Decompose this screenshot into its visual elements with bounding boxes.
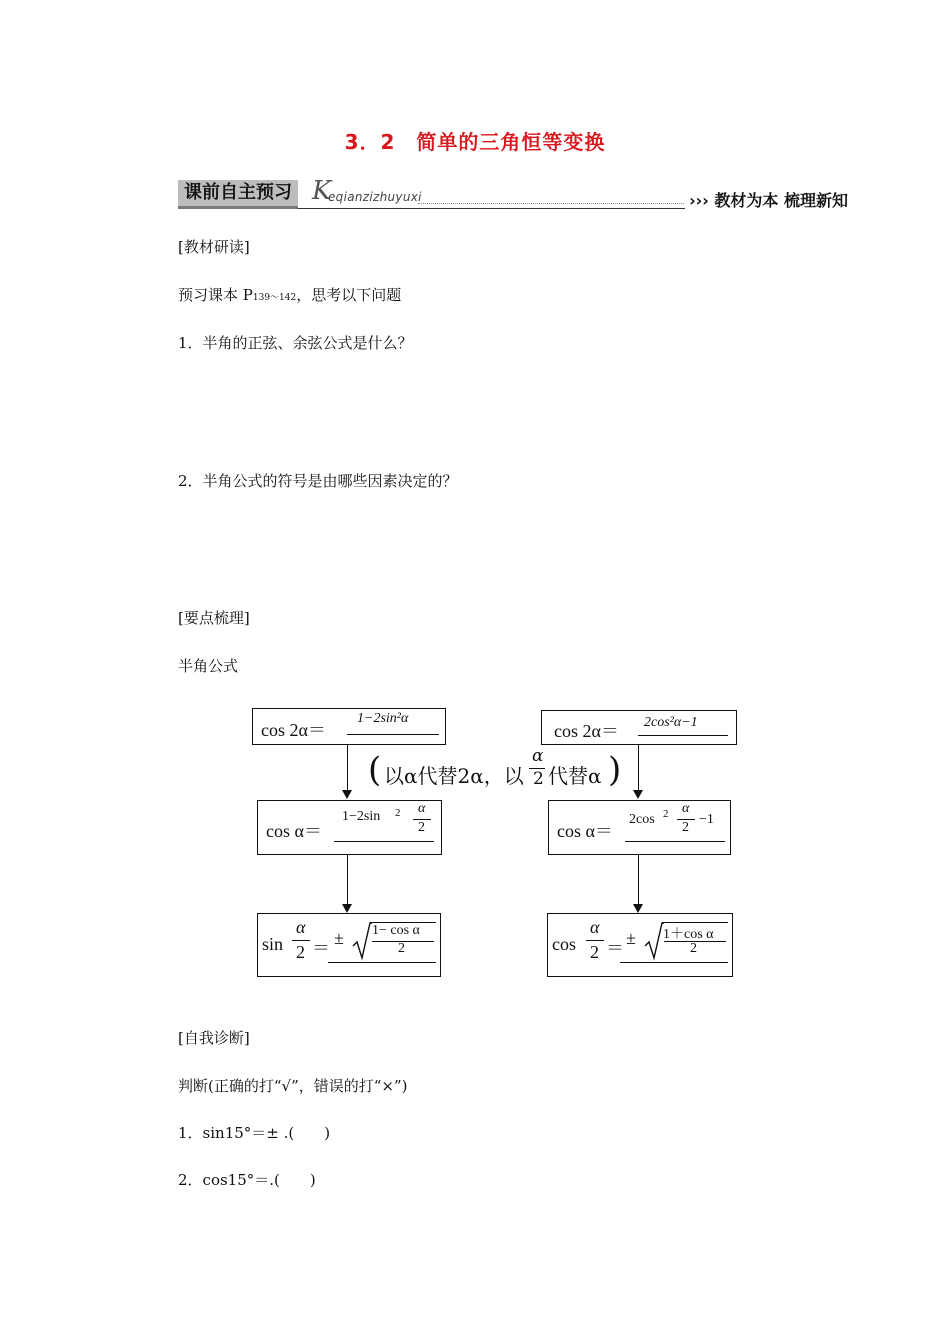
box2-left: cos 2α＝ (554, 721, 619, 741)
half-angle-heading: 半角公式 (178, 657, 239, 675)
box1-underline (347, 734, 439, 735)
box6-rad-den: 2 (690, 941, 697, 956)
judge-instruction: 判断(正确的打“√”，错误的打“×”) (178, 1077, 408, 1095)
box3-left: cos α＝ (266, 821, 322, 841)
banner-slogan: ››› 教材为本 梳理新知 (685, 188, 848, 211)
box6-underline (620, 962, 728, 963)
formula-box-cos2a-cos (541, 710, 737, 745)
arrow-left-1 (347, 745, 348, 791)
box5-eq: ＝ (312, 938, 330, 958)
diagnosis-heading: [自我诊断] (178, 1029, 250, 1047)
banner-tag: 课前自主预习 (178, 180, 298, 209)
banner-k-letter: K (312, 176, 332, 206)
box5-pm: ± (334, 928, 344, 948)
box5-num: α (296, 917, 306, 937)
box3-underline (334, 841, 434, 842)
preview-pages: 139～142 (252, 293, 297, 303)
box4-left: cos α＝ (557, 821, 613, 841)
question-1: 1．半角的正弦、余弦公式是什么？ (178, 334, 413, 352)
box6-func: cos (552, 934, 576, 954)
formula-box-cosa-sin (257, 800, 442, 855)
points-heading: [要点梳理] (178, 609, 250, 627)
box3-blank-a: 1−2sin (342, 809, 381, 824)
box5-radical-icon (352, 922, 372, 962)
box5-underline (328, 962, 436, 963)
box4-frac-den: 2 (682, 820, 689, 835)
box6-pm: ± (626, 928, 636, 948)
formula-box-cos2a-sin (252, 708, 446, 745)
replace-text-a: 以α代替2α，以 (384, 764, 524, 788)
replace-frac-den: 2 (533, 769, 544, 789)
arrow-left-2 (347, 855, 348, 905)
page-title: 3．2 简单的三角恒等变换 (344, 130, 606, 154)
box6-num: α (590, 917, 600, 937)
box6-frac-bar (586, 940, 604, 941)
arrow-head-left-2 (342, 904, 352, 913)
banner-pinyin: eqianzizhuyuxi (328, 190, 422, 204)
box6-radical-icon (644, 922, 664, 962)
judge-item-2: 2．cos15°＝.( ) (178, 1171, 316, 1189)
box4-blank-a: 2cos (629, 812, 655, 827)
box6-rad-num: 1＋cos α (663, 927, 714, 942)
arrow-head-right-1 (633, 790, 643, 799)
preview-suffix: ，思考以下问题 (296, 286, 402, 304)
box4-blank-sup: 2 (663, 808, 669, 820)
box5-frac-bar (292, 940, 310, 941)
arrow-head-left-1 (342, 790, 352, 799)
formula-box-cosa-cos (548, 800, 731, 855)
box2-underline (638, 735, 728, 736)
box1-left: cos 2α＝ (261, 720, 326, 740)
box6-eq: ＝ (606, 938, 624, 958)
box5-rad-den: 2 (398, 941, 405, 956)
arrow-right-2 (638, 855, 639, 905)
paren-open: ( (368, 750, 382, 790)
replace-text-b: 代替α (548, 764, 602, 788)
box3-frac-num: α (418, 801, 426, 816)
preview-prefix: 预习课本 P (178, 286, 253, 304)
arrow-right-1 (638, 745, 639, 791)
box2-blank: 2cos²α−1 (644, 715, 698, 730)
study-heading: [教材研读] (178, 238, 250, 256)
box3-blank-sup: 2 (395, 807, 401, 819)
box5-func: sin (262, 934, 284, 954)
judge-item-1: 1．sin15°＝± .( ) (178, 1124, 331, 1142)
box4-blank-b: −1 (699, 812, 714, 827)
replacement-note (368, 746, 620, 796)
formula-box-cos-half (547, 913, 733, 977)
box3-frac-den: 2 (418, 820, 425, 835)
box1-blank: 1−2sin²α (357, 711, 409, 726)
box6-den: 2 (590, 942, 599, 962)
box5-rad-num: 1− cos α (372, 923, 420, 938)
question-2: 2．半角公式的符号是由哪些因素决定的？ (178, 472, 458, 490)
replace-frac-num: α (532, 746, 544, 766)
box5-den: 2 (296, 942, 305, 962)
box4-underline (625, 841, 725, 842)
arrow-head-right-2 (633, 904, 643, 913)
paren-close: ) (608, 750, 622, 790)
formula-box-sin-half (257, 913, 441, 977)
box4-frac-num: α (682, 801, 690, 816)
